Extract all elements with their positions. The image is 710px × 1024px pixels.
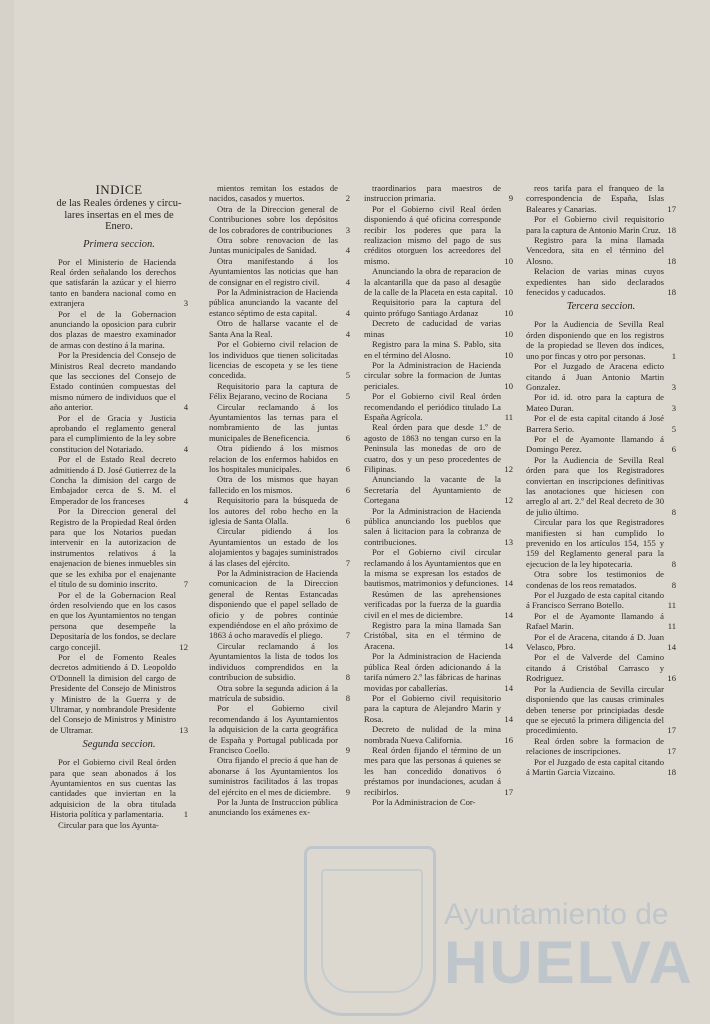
entry-text: Por el de la Gobernacion Real órden resolviendo que en los casos en que los Ayuntamientos no tengan persona que desempeñe la Depositaría de los fondos, se declare cargo concejil. — [50, 589, 176, 652]
entry-text: Por id. id. otro para la captura de Mateo Duran. — [526, 392, 664, 413]
entry-text: Por el Gobierno civil recomendando á los Ayuntamientos la adquisicion de la carta geográfica de España y Portugal publicada por Francisco Coello. — [209, 703, 338, 755]
document-page — [14, 0, 710, 1024]
entry-text: Registro para la mina llamada Vencedora, sita en el término del Alosno. — [526, 235, 664, 266]
index-entry — [526, 266, 676, 297]
page-number: 10 — [504, 287, 513, 298]
index-entry — [209, 402, 350, 444]
entry-text: Por el de esta capital citando á José Barrera Serio. — [526, 413, 664, 434]
index-entry — [364, 297, 513, 318]
page-number: 11 — [667, 621, 676, 632]
index-entry — [526, 434, 676, 455]
page-number: 9 — [345, 786, 350, 797]
page-number: 4 — [345, 276, 350, 287]
entry-text: Por la Administracion de Hacienda pública anunciando los pueblos que salen á licitacion para la cobranza de contribuciones. — [364, 505, 501, 547]
index-entry — [209, 339, 350, 381]
page-number: 3 — [671, 381, 676, 392]
entry-text: Por la Direccion general del Registro de la Propiedad Real órden para que los Notarios puedan intervenir en la autorizacion de instrumentos relativos á la enajenacion de bienes inmuebles sin que se les exhiba por el enajenante el título de su dominio inscrito. — [50, 506, 176, 590]
page-number: 18 — [667, 224, 676, 235]
page-number: 7 — [345, 630, 350, 641]
index-entry — [209, 641, 350, 683]
page-number: 12 — [179, 641, 188, 652]
page-number: 5 — [345, 370, 350, 381]
entry-text: Por la Junta de Instruccion pública anunciando los exámenes ex- — [209, 796, 338, 818]
entry-text: Requisitorio para la captura del quinto prófugo Santiago Ardanaz — [364, 297, 501, 318]
page-number: 14 — [504, 640, 513, 651]
index-entry — [50, 454, 188, 506]
watermark-line-2: HUELVA — [444, 929, 694, 996]
index-entry — [526, 392, 676, 413]
entry-text: Por el de Estado Real decreto admitiendo á D. José Gutierrez de la Concha la dimision del cargo de Embajador cerca de S. M. el Emperador de los franceses — [50, 454, 176, 506]
entry-text: Por el de Gracia y Justicia aprobando el reglamento general para el cumplimiento de la ley sobre constitucion del Notariado. — [50, 412, 176, 454]
index-entry — [526, 590, 676, 611]
entry-text: Registro para la mina S. Pablo, sita en el término del Alosno. — [364, 339, 501, 360]
entry-text: Por el de Ayamonte llamando á Domingo Perez. — [526, 433, 664, 455]
index-entry — [364, 797, 513, 807]
entry-text: Por la Presidencia del Consejo de Ministros Real decreto mandando que las secciones del Consejo de Estado continúen compuestas del mismo número de individuos que el año anterior. — [50, 350, 176, 413]
entry-text: Por la Administracion de Hacienda circular sobre la formacion de Juntas periciales. — [364, 359, 501, 391]
page-number: 9 — [345, 744, 350, 755]
entry-text: traordinarios para maestros de instruccion primaria. — [364, 183, 501, 204]
page-number: 6 — [345, 432, 350, 443]
page-number: 17 — [667, 746, 676, 757]
index-entry — [526, 736, 676, 757]
entry-text: Por el Gobierno civil Real órden para que sean abonados á los Ayuntamientos en sus cuentas las cantidades que inviertan en la adquisicion de la obra titulada Historia política y parlamentaria. — [50, 757, 176, 820]
entry-text: Por el Gobierno civil relacion de los individuos que tienen solicitadas licencias de escopeta y se les tiene concedida. — [209, 339, 338, 381]
page-title: INDICE — [95, 182, 143, 197]
page-number: 9 — [508, 193, 513, 204]
index-entry — [209, 683, 350, 704]
entry-text: Por el Ministerio de Hacienda Real órden señalando los derechos que satisfarán la azúcar y el hierro tanto en bandera nacional como en extranjera — [50, 256, 176, 309]
index-entry — [526, 611, 676, 632]
index-entry — [364, 589, 513, 620]
index-entry — [209, 474, 350, 495]
index-entry — [209, 703, 350, 755]
index-entry — [209, 256, 350, 287]
page-number: 3 — [671, 402, 676, 413]
entry-text: Por el Juzgado de Aracena edicto citando á Juan Antonio Martin Gonzalez. — [526, 361, 664, 392]
page-number: 10 — [504, 255, 513, 266]
index-column-4 — [526, 183, 676, 777]
page-subtitle: de las Reales órdenes y circu-lares insertas en el mes de Enero. — [56, 198, 182, 232]
entry-text: Otra manifestando á los Ayuntamientos las noticias que han de consignar en el registro civil. — [209, 255, 338, 287]
page-number: 7 — [183, 579, 188, 590]
index-entry — [526, 757, 676, 778]
index-entry — [364, 204, 513, 266]
page-number: 8 — [671, 506, 676, 517]
page-number: 4 — [345, 307, 350, 318]
page-number: 1 — [671, 350, 676, 361]
entry-text: reos tarifa para el franqueo de la correspondencia de España, Islas Baleares y Canarias. — [526, 183, 664, 214]
page-number: 11 — [667, 600, 676, 611]
page-number: 8 — [345, 672, 350, 683]
page-number: 18 — [667, 287, 676, 298]
page-number: 8 — [671, 558, 676, 569]
index-entry — [526, 319, 676, 361]
entry-text: Por la Administracion de Hacienda comunicacion de la Direccion general de Rentas Estancadas disponiendo que el papel sellado de oficio y de pobres continúe expendiéndose en el año próximo de 1863 á ocho maravedís el pliego. — [209, 568, 338, 641]
index-entry — [209, 526, 350, 568]
entry-text: Otra sobre los testimonios de condenas de los reos rematados. — [526, 569, 664, 590]
entry-text: Otra fijando el precio á que han de abonarse á los Ayuntamientos los suministros facilitados á las tropas del ejército en el mes de diciembre. — [209, 755, 338, 797]
page-number: 12 — [504, 463, 513, 474]
entry-text: Decreto de caducidad de varias minas — [364, 318, 501, 339]
entry-text: Por el Gobierno civil Real órden recomendando el periódico titulado La España Agrícola. — [364, 391, 501, 422]
entry-text: Por el Gobierno civil requisitorio para la captura de Alejandro Marin y Rosa. — [364, 692, 501, 724]
entry-text: Real órden para que desde 1.º de agosto de 1863 no tengan curso en la Peninsula las monedas de oro de cuatro, dos y un peso procedentes de Filipinas. — [364, 422, 501, 474]
entry-text: Por el Gobierno civil circular reclamando á los Ayuntamientos que en la misma se expresan los estados de bautismos, matrimonios y defunciones. — [364, 547, 501, 589]
entry-text: Circular pidiendo á los Ayuntamientos un estado de los alojamientos y bagajes suministrados á las clases del ejército. — [209, 526, 338, 568]
entry-text: Por el Juzgado de esta capital citando á Francisco Serrano Botello. — [526, 590, 664, 611]
page-number: 16 — [504, 734, 513, 745]
index-entry — [364, 506, 513, 548]
index-entry — [364, 693, 513, 724]
section-heading: Primera seccion. — [83, 238, 155, 250]
index-entry — [209, 381, 350, 402]
page-number: 11 — [504, 411, 513, 422]
page-number: 14 — [504, 609, 513, 620]
page-number: 17 — [504, 786, 513, 797]
entry-text: Por la Audiencia de Sevilla Real órden disponiendo que en los registros de la propiedad se lleven dos índices, uno por fincas y otro por personas. — [526, 319, 664, 361]
page-number: 14 — [504, 578, 513, 589]
entry-text: Por el de Aracena, citando á D. Juan Velasco, Pbro. — [526, 631, 664, 653]
entry-text: Por el de Valverde del Camino citando á Cristóbal Carrasco y Rodriguez. — [526, 652, 664, 684]
entry-text: Por la Audiencia de Sevilla circular disponiendo que las causas criminales deben tenerse por principiadas desde que se ejecutó la primera diligencia del procedimiento. — [526, 683, 664, 736]
entry-text: Otra de la Direccion general de Contribuciones sobre los depósitos de los cobradores de contribuciones — [209, 203, 338, 235]
watermark-line-1: Ayuntamiento de — [444, 898, 669, 931]
index-entry — [50, 350, 188, 412]
index-entry — [209, 287, 350, 318]
page-number: 12 — [504, 495, 513, 506]
page-number: 4 — [183, 443, 188, 454]
index-entry — [526, 214, 676, 235]
page-number: 2 — [345, 193, 350, 204]
index-entry — [50, 590, 188, 652]
entry-text: Otra sobre la segunda adicion á la matrícula de subsidio. — [209, 682, 338, 703]
entry-text: Anunciando la obra de reparacion de la alcantarilla que da paso al desagüe de la calle de la Placeta en esta capital. — [364, 266, 501, 298]
page-number: 5 — [671, 423, 676, 434]
entry-text: Real órden fijando el término de un mes para que las personas á quienes se les han concedido donativos ó préstamos por inundaciones, acudan á recibirlos. — [364, 744, 501, 797]
index-entry — [364, 266, 513, 297]
page-number: 3 — [345, 224, 350, 235]
entry-text: Por la Administracion de Cor- — [372, 796, 476, 807]
entry-text: Registro para la mina llamada San Cristóbal, sita en el término de Aracena. — [364, 620, 501, 651]
entry-text: Anunciando la vacante de la Secretaría del Ayuntamiento de Cortegana — [364, 474, 501, 506]
index-entry — [209, 318, 350, 339]
index-entry — [364, 745, 513, 797]
page-number: 10 — [504, 380, 513, 391]
entry-text: Real órden sobre la formacion de relaciones de inscripciones. — [526, 735, 664, 757]
index-entry — [364, 620, 513, 651]
index-entry — [364, 547, 513, 589]
index-entry — [364, 339, 513, 360]
entry-text: Otra de los mismos que hayan fallecido en los mismos. — [209, 474, 338, 495]
page-number: 13 — [504, 536, 513, 547]
archive-watermark — [304, 846, 710, 1016]
index-entry — [50, 257, 188, 309]
entry-text: Otra sobre renovacion de las Juntas municipales de Sanidad. — [209, 235, 338, 256]
page-number: 6 — [345, 463, 350, 474]
page-number: 14 — [667, 642, 676, 653]
index-column-2 — [209, 183, 350, 818]
index-entry — [209, 235, 350, 256]
index-entry — [209, 443, 350, 474]
index-entry — [526, 684, 676, 736]
entry-text: Otra pidiendo á los mismos relacion de los enfermos habidos en los hospitales municipales. — [209, 443, 338, 474]
page-number: 6 — [345, 484, 350, 495]
entry-text: Por el de la Gobernacion anunciando la oposicion para cubrir dos plazas de maestro examinador de armas con destino á la marina. — [50, 308, 176, 350]
page-number: 14 — [504, 682, 513, 693]
index-entry — [526, 361, 676, 392]
entry-text: Circular reclamando á los Ayuntamientos las ternas para el nombramiento de las juntas municipales de Beneficencia. — [209, 401, 338, 443]
entry-text: Por el de Fomento Reales decretos admitiendo á D. Leopoldo O'Donnell la dimision del cargo de Presidente del Consejo de Ministros y Ministro de la Guerra y de Ultramar, y nombrandole Presidente del Consejo de Ministros y Ministro de Ultramar. — [50, 651, 176, 735]
index-entry — [50, 413, 188, 455]
index-entry — [209, 755, 350, 797]
page-number: 4 — [345, 245, 350, 256]
index-entry — [364, 360, 513, 391]
index-entry — [209, 568, 350, 641]
index-entry — [50, 652, 188, 735]
index-entry — [50, 757, 188, 819]
index-entry — [526, 517, 676, 569]
entry-text: Por la Administracion de Hacienda pública anunciando la vacante del estanco séptimo de esta capital. — [209, 287, 338, 318]
entry-text: Circular para los que Registradores manifiesten si han cumplido lo prevenido en los artículos 154, 155 y 159 del Reglamento general para la ejecucion de la ley hipotecaria. — [526, 517, 664, 569]
index-entry — [364, 474, 513, 505]
entry-text: Por la Audiencia de Sevilla Real órden para que los Registradores conviertan en inscripciones definitivas las anotaciones que hiciesen con arreglo al art. 2.º del Real decreto de 30 de julio último. — [526, 454, 664, 517]
page-number: 17 — [667, 725, 676, 736]
page-number: 18 — [667, 766, 676, 777]
page-number: 6 — [345, 516, 350, 526]
index-entry — [526, 413, 676, 434]
page-number: 4 — [183, 402, 188, 413]
page-number: 4 — [183, 495, 188, 506]
entry-text: Requisitorio para la búsqueda de los autores del robo hecho en la iglesia de Santa Olalla. — [209, 495, 338, 526]
page-number: 10 — [504, 307, 513, 318]
entry-text: Por el Juzgado de esta capital citando á Martin Garcia Vizcaino. — [526, 756, 664, 777]
page-number: 18 — [667, 255, 676, 266]
index-entry — [364, 183, 513, 204]
index-column-1 — [50, 183, 188, 830]
index-entry — [209, 495, 350, 526]
index-column-3 — [364, 183, 513, 807]
section-heading: Tercera seccion. — [566, 301, 636, 313]
index-entry — [50, 820, 188, 830]
page-number: 4 — [345, 328, 350, 339]
page-number: 10 — [504, 328, 513, 339]
index-entry — [364, 318, 513, 339]
entry-text: Resúmen de las aprehensiones verificadas por la fuerza de la guardia civil en el mes de diciembre. — [364, 588, 501, 620]
index-entry — [50, 506, 188, 589]
coat-of-arms-icon — [304, 846, 436, 1016]
index-entry — [364, 651, 513, 693]
page-number: 3 — [183, 298, 188, 309]
entry-text: Requisitorio para la captura de Félix Bejarano, vecino de Rociana — [209, 380, 338, 402]
page-number: 10 — [504, 349, 513, 360]
page-number: 6 — [671, 444, 676, 455]
entry-text: Otro de hallarse vacante el de Santa Ana la Real. — [209, 318, 338, 339]
index-entry — [209, 797, 350, 818]
entry-text: Por el Gobierno civil Real órden disponiendo á qué oficina corresponde recibir los poderes que para la realizacion mismo del pago de sus créditos otorguen los acreedores del mismo. — [364, 203, 501, 266]
index-entry — [526, 652, 676, 683]
entry-text: mientos remitan los estados de nacidos, casados y muertos. — [209, 183, 338, 204]
entry-text: Circular reclamando á los Ayuntamientos la lista de todos los individuos comprendidos en la contribucion de subsidio. — [209, 640, 338, 683]
page-number: 7 — [345, 557, 350, 568]
page-number: 5 — [345, 391, 350, 402]
index-entry — [364, 391, 513, 422]
index-entry — [50, 309, 188, 351]
index-entry — [364, 422, 513, 474]
page-number: 8 — [345, 692, 350, 703]
index-entry — [364, 724, 513, 745]
index-entry — [526, 455, 676, 517]
entry-text: Por el de Ayamonte llamando á Rafael Marin. — [526, 610, 664, 632]
entry-text: Circular para que los Ayunta- — [58, 819, 159, 830]
index-entry — [526, 183, 676, 214]
page-number: 16 — [667, 673, 676, 684]
page-number: 14 — [504, 713, 513, 724]
page-number: 8 — [671, 579, 676, 590]
index-entry — [209, 204, 350, 235]
entry-text: Por el Gobierno civil requisitorio para la captura de Antonio Marin Cruz. — [526, 214, 664, 235]
page-number: 17 — [667, 203, 676, 214]
index-entry — [526, 632, 676, 653]
entry-text: Decreto de nulidad de la mina nombrada Nueva California. — [364, 724, 501, 745]
page-number: 13 — [179, 724, 188, 735]
page-number: 1 — [183, 809, 188, 820]
index-entry — [526, 569, 676, 590]
index-entry — [209, 183, 350, 204]
entry-text: Por la Administracion de Hacienda pública Real órden adicionando á la tarifa número 2.º las fábricas de harinas movidas por caballerías. — [364, 651, 501, 693]
index-entry — [526, 235, 676, 266]
section-heading: Segunda seccion. — [82, 739, 156, 751]
entry-text: Relacion de varias minas cuyos expedientes han sido declarados fenecidos y caducados. — [526, 266, 664, 298]
